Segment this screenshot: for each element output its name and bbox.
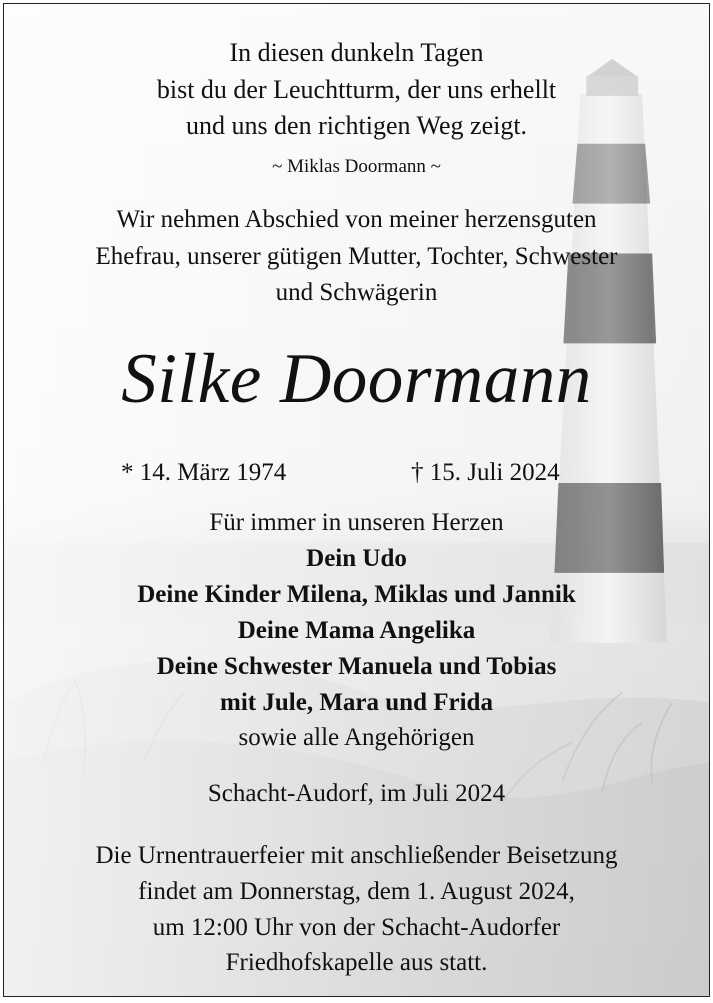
poem-line: bist du der Leuchtturm, der uns erhellt [156, 75, 557, 104]
birth-date: * 14. März 1974 [121, 459, 287, 486]
mourner-line: Deine Kinder Milena, Miklas und Jannik [137, 581, 576, 608]
life-dates [4, 459, 709, 491]
place-date: Schacht-Audorf, im Juli 2024 [207, 780, 506, 807]
poem-line: und uns den richtigen Weg zeigt. [185, 111, 528, 140]
ceremony-line: findet am Donnerstag, dem 1. August 2024, [138, 878, 575, 905]
mourner-line: Dein Udo [306, 545, 407, 572]
intro-line: Wir nehmen Abschied von meiner herzensguten [116, 206, 597, 233]
ceremony-line: Friedhofskapelle aus statt. [225, 949, 488, 976]
mourner-line: Deine Schwester Manuela und Tobias [156, 653, 557, 680]
notice-text [4, 4, 709, 996]
intro-line: Ehefrau, unserer gütigen Mutter, Tochter, Schwester [95, 243, 618, 270]
ceremony-line: Die Urnentrauerfeier mit anschließender Beisetzung [95, 842, 618, 869]
mourners-others: sowie alle Angehörigen [238, 724, 475, 751]
mourner-line: Deine Mama Angelika [237, 617, 476, 644]
intro-line: und Schwägerin [275, 279, 438, 306]
ceremony-line: um 12:00 Uhr von der Schacht-Audorfer [152, 914, 561, 941]
death-date: † 15. Juli 2024 [411, 459, 560, 486]
poem-line: In diesen dunkeln Tagen [229, 38, 484, 67]
poem-author: ~ Miklas Doormann ~ [272, 156, 441, 177]
obituary-notice [3, 3, 710, 997]
deceased-name: Silke Doormann [121, 340, 592, 418]
mourners-intro: Für immer in unseren Herzen [209, 509, 504, 536]
mourner-line: mit Jule, Mara und Frida [220, 689, 493, 716]
